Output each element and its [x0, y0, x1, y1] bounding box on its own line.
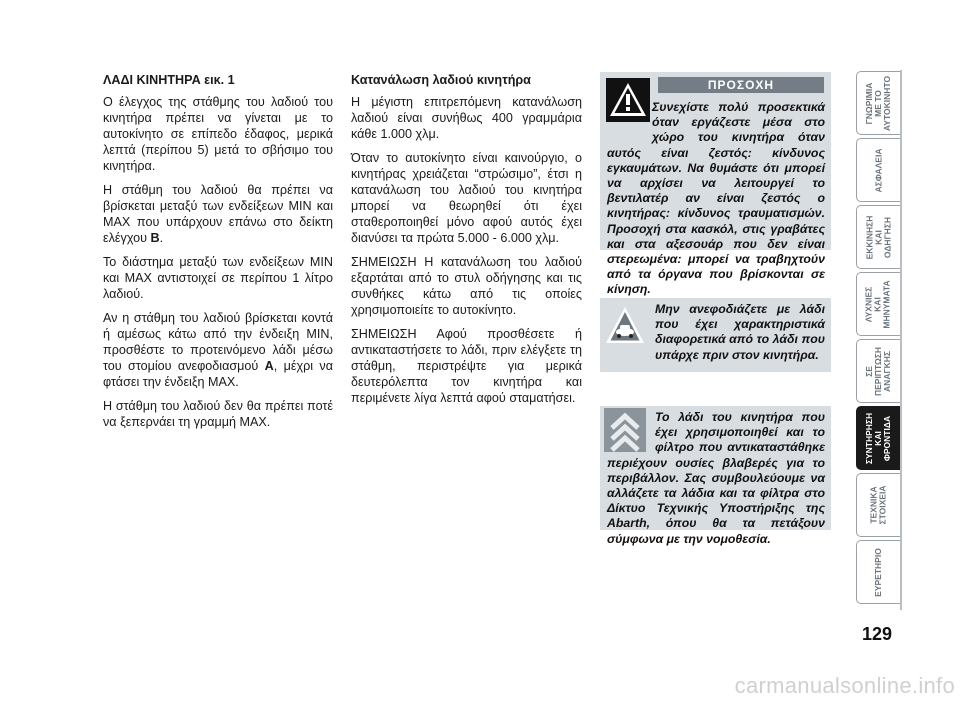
tab-technical-data[interactable]: ΤΕΧΝΙΚΑ ΣΤΟΙΧΕΙΑ [856, 473, 900, 537]
paragraph: Η μέγιστη επιτρεπόμενη κατανάλωση λαδιού είναι συνήθως 400 γραμμάρια κάθε 1.000 χλμ. [351, 95, 582, 141]
tab-maintenance-care[interactable]: ΣΥΝΤΗΡΗΣΗ ΚΑΙ ΦΡΟΝΤΙΔΑ [856, 406, 900, 470]
paragraph: Ο έλεγχος της στάθμης του λαδιού του κινητήρα πρέπει να γίνεται με το αυτοκίνητο σε επίπεδο έδαφος, μερικά λεπτά (περίπου 5) μετά το σβήσιμο του κινητήρα. [103, 95, 333, 173]
tab-starting-driving[interactable]: ΕΚΚΙΝΗΣΗ ΚΑΙ ΟΔΗΓΗΣΗ [856, 205, 900, 269]
warning-text: Συνεχίστε πολύ προσεκτικά όταν εργάζεστε μέσα στο χώρο του κινητήρα όταν αυτός είναι ζεστός: κίνδυνος εγκαυμάτων. Να θυμάστε ότι μπορεί να αρχίσει να λειτουργεί το βεντιλατέρ αν είναι ζεστός ο κινητήρας: κίνδυνος τραυματισμών. Προσοχή στα κασκόλ, στις γραβάτες και στα αξεσουάρ που δεν είναι στερεωμένα: μπορεί να τραβηχτούν από τα όργανα που βρίσκονται σε κίνηση. [607, 100, 825, 297]
oil-note-box [600, 298, 831, 372]
warning-box [600, 72, 831, 297]
paragraph: Όταν το αυτοκίνητο είναι καινούργιο, ο κινητήρας χρειάζεται “στρώσιμο”, έτσι η κατανάλωση του λαδιού του κινητήρα μπορεί να θεωρηθεί ότι έχει σταθεροποιηθεί μόνο αφού αυτός έχει διανύσει τα πρώτα 5.000 - 6.000 χλμ. [351, 151, 582, 245]
oil-warning-icon [605, 306, 645, 344]
recycle-chevron-icon [604, 408, 646, 452]
paragraph: Η στάθμη του λαδιού δεν θα πρέπει ποτέ να ξεπερνάει τη γραμμή MAX. [103, 399, 333, 429]
paragraph: ΣΗΜΕΙΩΣΗ Αφού προσθέσετε ή αντικαταστήσετε το λάδι, πριν ελέγξετε τη στάθμη, περιστρέψτε για μερικά δευτερόλεπτα τον κινητήρα και περιμένετε λίγα λεπτά αφού σταματήσει. [351, 327, 582, 405]
tab-emergency[interactable]: ΣΕ ΠΕΡΙΠΤΩΣΗ ΑΝΑΓΚΗΣ [856, 339, 900, 403]
section-heading-oil-consumption: Κατανάλωση λαδιού κινητήρα [351, 73, 531, 87]
warning-triangle-icon [606, 78, 650, 122]
page-edge-divider [900, 70, 902, 610]
tab-lights-messages[interactable]: ΛΥΧΝΙΕΣ ΚΑΙ ΜΗΝΥΜΑΤΑ [856, 272, 900, 336]
paragraph: Η στάθμη του λαδιού θα πρέπει να βρίσκεται μεταξύ των ενδείξεων MIN και MAX που υπάρχουν επάνω στο δείκτη ελέγχου B. [103, 183, 333, 245]
tab-index[interactable]: ΕΥΡΕΤΗΡΙΟ [856, 540, 900, 604]
paragraph: Αν η στάθμη του λαδιού βρίσκεται κοντά ή αμέσως κάτω από την ένδειξη MIN, προσθέστε το προτεινόμενο λάδι μέσω του στομίου ανεφοδιασμού A, μέχρι να φτάσει την ένδειξη MAX. [103, 311, 333, 389]
oil-note-text: Μην ανεφοδιάζετε με λάδι που έχει χαρακτηριστικά διαφορετικά από το λάδι που υπάρχε πριν στον κινητήρα. [655, 302, 825, 362]
paragraph: Το διάστημα μεταξύ των ενδείξεων MIN και MAX αντιστοιχεί σε περίπου 1 λίτρο λαδιού. [103, 255, 333, 301]
paragraph: ΣΗΜΕΙΩΣΗ Η κατανάλωση του λαδιού εξαρτάται από το στυλ οδήγησης και τις συνθήκες κάτω από τις οποίες χρησιμοποιείτε το αυτοκίνητο. [351, 255, 582, 317]
middle-text-column [351, 72, 582, 414]
tab-getting-to-know-car[interactable]: ΓΝΩΡΙΜΙΑ ΜΕ ΤΟ ΑΥΤΟΚΙΝΗΤΟ [856, 71, 900, 135]
environment-note-text: Το λάδι του κινητήρα που έχει χρησιμοποιηθεί και το φίλτρο που αντικαταστάθηκε περιέχουν ουσίες βλαβερές για το περιβάλλον. Σας συμβουλεύουμε να αλλάζετε τα λάδια και τα φίλτρα στο Δίκτυο Τεχνικής Υποστήριξης της Abarth, όπου θα τα πετάξουν σύμφωνα με την νομοθεσία. [607, 410, 825, 546]
watermark: carmanualsonline.info [734, 673, 955, 698]
section-heading-engine-oil: ΛΑΔΙ ΚΙΝΗΤΗΡΑ εικ. 1 [103, 73, 235, 87]
warning-title: ΠΡΟΣΟΧΗ [658, 77, 824, 93]
page-number: 129 [861, 624, 893, 644]
tab-safety[interactable]: ΑΣΦΑΛΕΙΑ [856, 138, 900, 202]
left-text-column [103, 72, 333, 438]
environment-note-box [600, 406, 831, 546]
